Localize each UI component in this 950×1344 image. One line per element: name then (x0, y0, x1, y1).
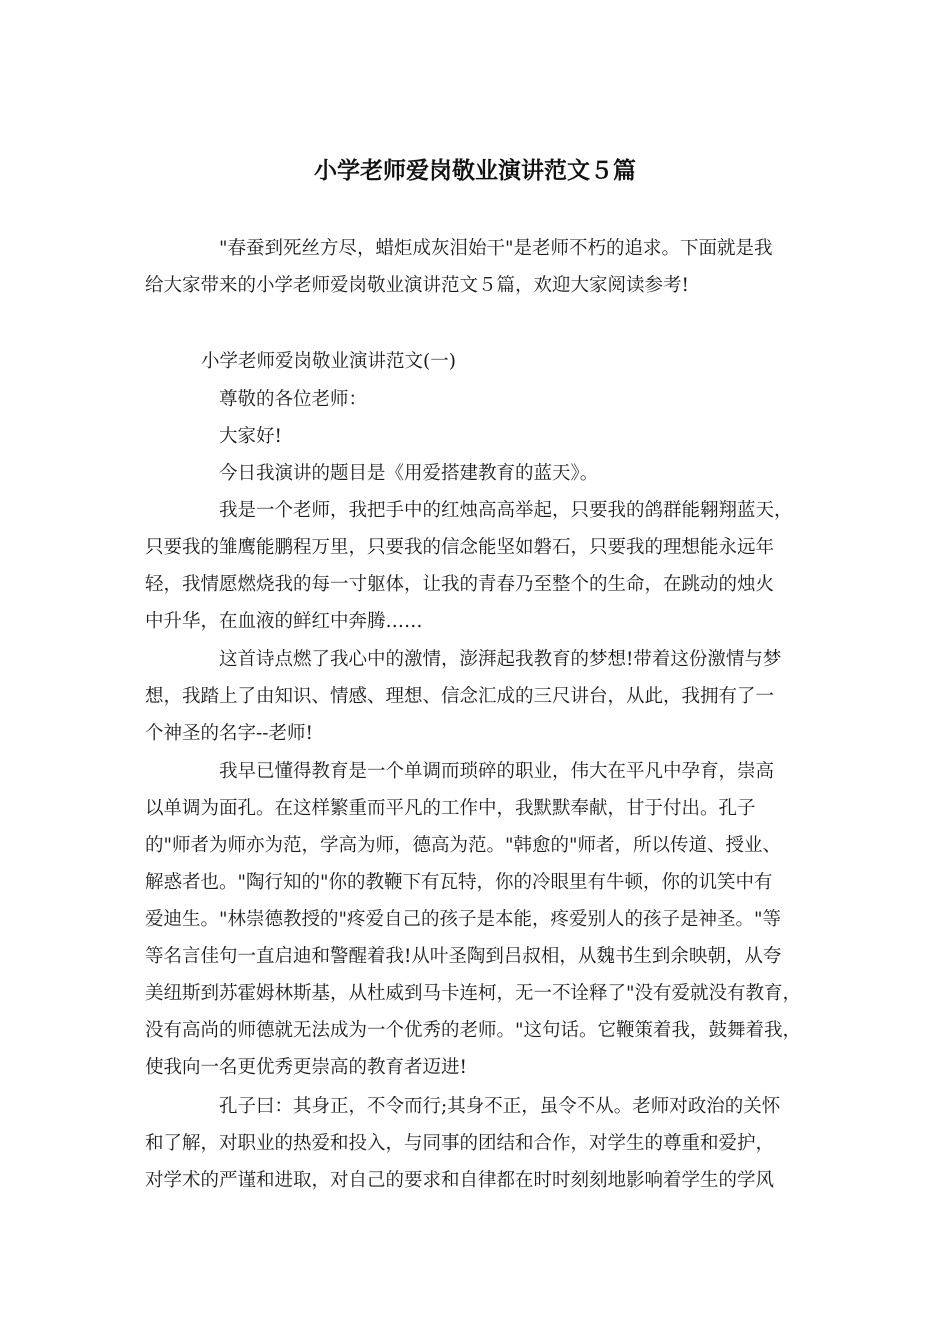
paragraph-line: 使我向一名更优秀更崇高的教育者迈进! (145, 1057, 467, 1078)
paragraph-line: 只要我的雏鹰能鹏程万里，只要我的信念能坚如磐石，只要我的理想能永远年 (145, 537, 775, 558)
paragraph-line: 以单调为面孔。在这样繁重而平凡的工作中，我默默奉献，甘于付出。孔子 (145, 798, 756, 819)
paragraph-line: 想，我踏上了由知识、情感、理想、信念汇成的三尺讲台，从此，我拥有了一 (145, 686, 775, 707)
paragraph-line: 轻，我情愿燃烧我的每一寸躯体，让我的青春乃至整个的生命，在跳动的烛火 (145, 574, 775, 595)
intro-line: 给大家带来的小学老师爱岗敬业演讲范文５篇，欢迎大家阅读参考! (145, 275, 689, 296)
hello-line: 大家好! (219, 426, 282, 447)
paragraph-line: 孔子曰：其身正，不令而行;其身不正，虽令不从。老师对政治的关怀 (219, 1096, 781, 1117)
paragraph-line: 美纽斯到苏霍姆林斯基，从杜威到马卡连柯，无一不诠释了"没有爱就没有教育， (145, 983, 802, 1004)
paragraph-line: 个神圣的名字--老师! (145, 723, 313, 744)
paragraph-line: 爱迪生。"林崇德教授的"疼爱自己的孩子是本能，疼爱别人的孩子是神圣。"等 (145, 909, 782, 930)
paragraph-line: 对学术的严谨和进取，对自己的要求和自律都在时时刻刻地影响着学生的学风 (145, 1170, 775, 1191)
paragraph-line: 这首诗点燃了我心中的激情，澎湃起我教育的梦想!带着这份激情与梦 (219, 649, 782, 670)
paragraph-line: 没有高尚的师德就无法成为一个优秀的老师。"这句话。它鞭策着我，鼓舞着我， (145, 1020, 802, 1041)
topic-line: 今日我演讲的题目是《用爱搭建教育的蓝天》。 (219, 463, 599, 484)
paragraph-line: 我早已懂得教育是一个单调而琐碎的职业，伟大在平凡中孕育，崇高 (219, 761, 775, 782)
paragraph-line: 解惑者也。"陶行知的"你的教鞭下有瓦特，你的冷眼里有牛顿，你的讥笑中有 (145, 872, 773, 893)
intro-line: "春蚕到死丝方尽，蜡炬成灰泪始干"是老师不朽的追求。下面就是我 (219, 238, 773, 259)
document-title: 小学老师爱岗敬业演讲范文５篇 (314, 158, 636, 184)
section-heading: 小学老师爱岗敬业演讲范文(一) (201, 351, 456, 372)
paragraph-line: 的"师者为师亦为范，学高为师，德高为范。"韩愈的"师者，所以传道、授业、 (145, 835, 782, 856)
paragraph-line: 等名言佳句一直启迪和警醒着我!从叶圣陶到吕叔相，从魏书生到余映朝，从夸 (145, 946, 782, 967)
paragraph-line: 中升华，在血液的鲜红中奔腾…… (145, 611, 423, 632)
paragraph-line: 和了解，对职业的热爱和投入，与同事的团结和合作，对学生的尊重和爱护， (145, 1133, 775, 1154)
paragraph-line: 我是一个老师，我把手中的红烛高高举起，只要我的鸽群能翱翔蓝天， (219, 500, 793, 521)
greeting-line: 尊敬的各位老师： (219, 389, 368, 410)
